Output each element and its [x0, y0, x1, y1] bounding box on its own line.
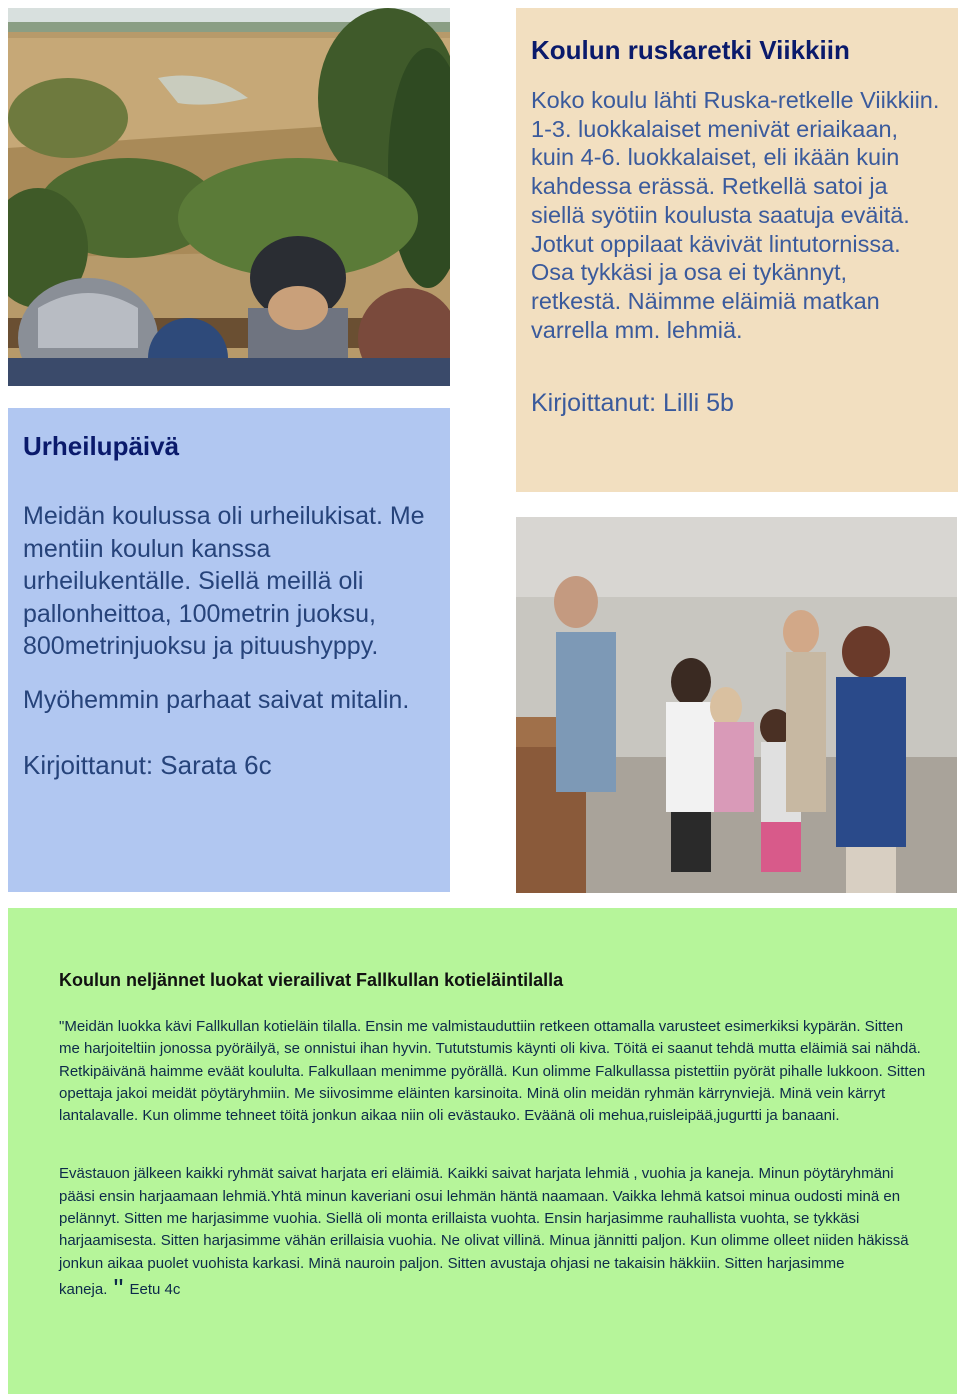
- fallkulla-paragraph-1: "Meidän luokka kävi Fallkullan kotieläin tilalla. Ensin me valmistauduttiin retkeen ottamalla varusteet esimerkiksi kypärän. Sitten me harjoiteltiin jonossa pyöräilyä, se onnistui ihan hyvin. Tututstumis käynti oli kiva. Töitä ei saanut tehdä mutta eläimiä sai nähdä. Retkipäivänä haimme eväät koululta. Falkullaan menimme pyörällä. Kun olimme Falkullassa pistettiin pyörät pihalle lukkoon. Sitten opettaja jakoi meidät pöytäryhmiin. Me siivosimme eläinten karsinoita. Minä olin meidän ryhmän kärrynviejä. Minä vein kärryt lantalavalle. Kun olimme tehneet töitä jonkun aikaa niin oli evästauko. Eväänä oli mehua,ruisleipää,jugurtti ja banaani.: [59, 1018, 926, 1125]
- fallkulla-closing-word: kaneja.: [59, 1280, 108, 1298]
- urheilupaiva-author: Kirjoittanut: Sarata 6c: [23, 750, 272, 780]
- urheilupaiva-body-2: Myöhemmin parhaat saivat mitalin.: [23, 685, 410, 714]
- marsh-photo-image: [8, 8, 450, 386]
- ceremony-photo-image: [516, 517, 957, 893]
- ruskaretki-title: Koulun ruskaretki Viikkiin: [531, 35, 850, 65]
- urheilupaiva-body: Meidän koulussa oli urheilukisat. Me mentiin koulun kanssa urheilukentälle. Siellä meillä oli pallonheittoa, 100metrin juoksu, 800metrinjuoksu ja pituushyppy.: [23, 502, 425, 660]
- ruskaretki-body: Koko koulu lähti Ruska-retkelle Viikkiin. 1-3. luokkalaiset menivät eriaikaan, kuin 4-6. luokkalaiset, eli ikään kuin kahdessa erässä. Retkellä satoi ja siellä syötiin koulusta saatuja eväitä. Jotkut oppilaat kävivät lintutornissa. Osa tykkäsi ja osa ei tykännyt, retkestä. Näimme eläimiä matkan varrella mm. lehmiä.: [531, 87, 940, 343]
- ruskaretki-article: [516, 8, 958, 492]
- fallkulla-article: [8, 908, 957, 1394]
- ceremony-photo: [516, 517, 957, 893]
- fallkulla-title: Koulun neljännet luokat vierailivat Fallkullan kotieläintilalla: [59, 970, 564, 990]
- ruskaretki-author: Kirjoittanut: Lilli 5b: [531, 389, 734, 418]
- marsh-photo: [8, 8, 450, 386]
- fallkulla-paragraph-2: Evästauon jälkeen kaikki ryhmät saivat harjata eri eläimiä. Kaikki saivat harjata lehmiä , vuohia ja kaneja. Minun pöytäryhmäni pääsi ensin harjaamaan lehmiä.Yhtä minun kaveriani osui lehmän häntä naamaan. Vaikka lehmä katsoi minua oudosti minä en pelännyt. Sitten me harjasimme vuohia. Siellä oli monta erillaista vuohta. Ensin harjasimme rauhallista vuohta, se tykkäsi harjaamisesta. Sitten harjasimme vähän erillaisia vuohia. Ne olivat villinä. Minua jännitti paljon. Kun olimme olleet niiden häkissä jonkun aikaa puolet vuohista karkasi. Minä nauroin paljon. Sitten avustaja ohjasi ne takaisin häkkiin. Sitten harjasimme: [59, 1165, 909, 1272]
- urheilupaiva-title: Urheilupäivä: [23, 431, 180, 461]
- fallkulla-signature: [59, 1272, 927, 1304]
- fallkulla-author: Eetu 4c: [129, 1280, 181, 1298]
- urheilupaiva-article: [8, 408, 450, 892]
- fallkulla-closing-quote: ": [113, 1272, 124, 1304]
